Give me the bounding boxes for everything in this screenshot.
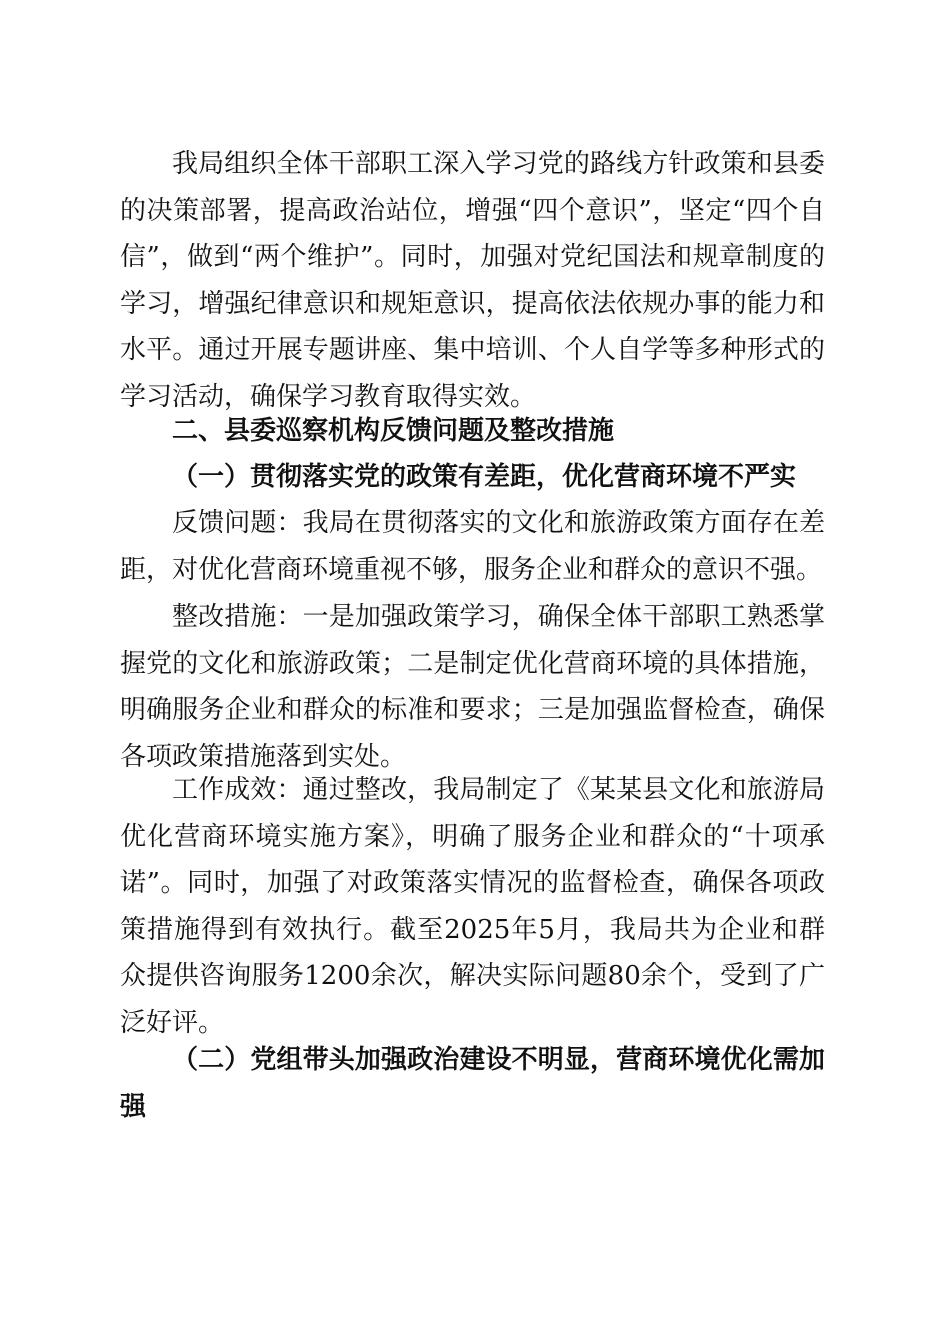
subheading-2: （二）党组带头加强政治建设不明显，营商环境优化需加强 [120, 1045, 825, 1122]
paragraph-study: 我局组织全体干部职工深入学习党的路线方针政策和县委的决策部署，提高政治站位，增强“四个意识”，坚定“四个自信”，做到“两个维护”。同时，加强对党纪国法和规章制度的学习，增强纪律意识和规矩意识，提高依法依规办事的能力和水平。通过开展专题讲座、集中培训、个人自学等多种形式的学习活动，确保学习教育取得实效。 [120, 149, 825, 412]
section-heading-2: 二、县委巡察机构反馈问题及整改措施 [172, 416, 615, 446]
paragraph-rectification-measures: 整改措施：一是加强政策学习，确保全体干部职工熟悉掌握党的文化和旅游政策；二是制定优化营商环境的具体措施，明确服务企业和群众的标准和要求；三是加强监督检查，确保各项政策措施落到实处。 [120, 602, 825, 772]
subheading-1: （一）贯彻落实党的政策有差距，优化营商环境不严实 [172, 462, 797, 492]
paragraph-feedback-issue: 反馈问题：我局在贯彻落实的文化和旅游政策方面存在差距，对优化营商环境重视不够，服务企业和群众的意识不强。 [120, 508, 825, 585]
paragraph-work-results: 工作成效：通过整改，我局制定了《某某县文化和旅游局优化营商环境实施方案》，明确了服务企业和群众的“十项承诺”。同时，加强了对政策落实情况的监督检查，确保各项政策措施得到有效执行。截至2025年5月，我局共为企业和群众提供咨询服务1200余次，解决实际问题80余个，受到了广泛好评。 [120, 775, 825, 1038]
